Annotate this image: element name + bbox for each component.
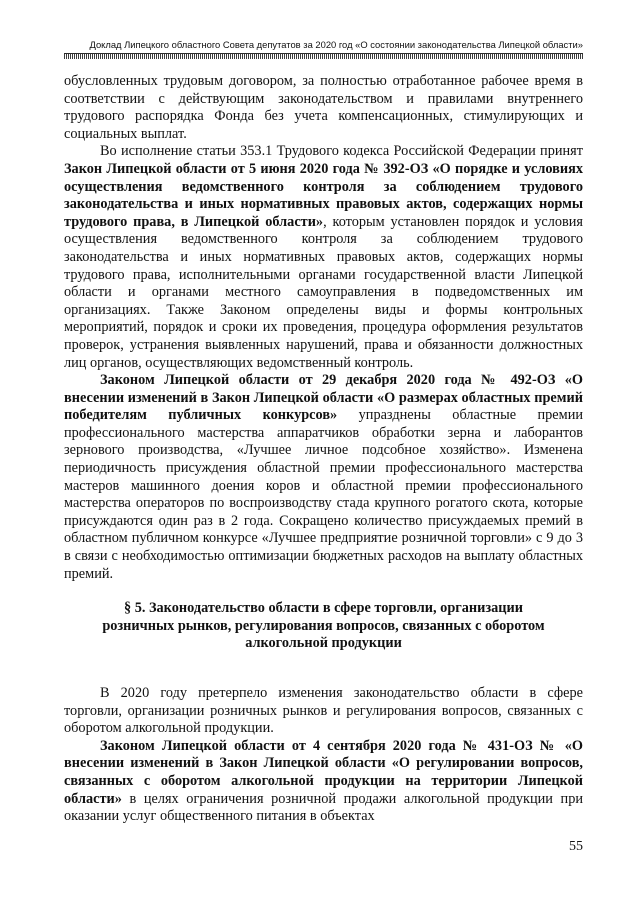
paragraph-law-492 — [64, 372, 583, 583]
paragraph-text: Во исполнение статьи 353.1 Трудового кодекса Российской Федерации принят — [100, 143, 583, 160]
section-heading-line: розничных рынков, регулирования вопросов, связанных с оборотом — [102, 617, 545, 634]
section-heading — [64, 600, 583, 653]
document-body — [64, 73, 583, 826]
law-title-bold: Законом Липецкой области от 29 декабря 2020 года № 492-ОЗ «О внесении изменений в Закон Липецкой области «О размерах областных премий победителям публичных конкурсов» — [64, 372, 583, 424]
header-rule — [64, 53, 583, 59]
paragraph-continuation: обусловленных трудовым договором, за полностью отработанное рабочее время в соответствии с действующим законодательством и правилами внутреннего трудового распорядка Фонда без учета компенсационных, стимулирующих и социальных выплат. — [64, 73, 583, 142]
section-heading-line: § 5. Законодательство области в сфере торговли, организации — [123, 600, 524, 617]
running-header: Доклад Липецкого областного Совета депутатов за 2020 год «О состоянии законодательства Липецкой области» — [89, 39, 583, 50]
page-number: 55 — [569, 839, 583, 854]
paragraph-text: в целях ограничения розничной продажи алкогольной продукции при оказании услуг общественного питания в объектах — [64, 790, 583, 825]
paragraph-text: упразднены областные премии профессионального мастерства аппаратчиков обработки зерна и лаборантов зернового производства, «Лучшее личное подсобное хозяйство». Изменена периодичность присуждения областной премии профессионального мастерства мастеров машинного доения коров и областной премии профессионального мастерства операторов по воспроизводству стада крупного рогатого скота, которые присуждаются один раз в 2 года. Сокращено количество присуждаемых премий в областном публичном конкурсе «Лучшее предприятие розничной торговли» с 9 до 3 в связи с необходимостью оптимизации бюджетных расходов на выплату областных премий. — [64, 407, 584, 582]
paragraph-law-431 — [64, 738, 583, 826]
paragraph-law-392 — [64, 143, 583, 372]
section-heading-line: алкогольной продукции — [245, 635, 402, 652]
law-title-bold: Закон Липецкой области от 5 июня 2020 года № 392-ОЗ «О порядке и условиях осуществления ведомственного контроля за соблюдением трудового законодательства и иных нормативных правовых актов, содержащих нормы трудового права, в Липецкой области» — [64, 160, 583, 230]
law-title-bold: Законом Липецкой области от 4 сентября 2020 года № 431-ОЗ № «О внесении изменений в Закон Липецкой области «О регулировании вопросов, связанных с оборотом алкогольной продукции на территории Липецкой области» — [64, 737, 583, 807]
paragraph-text: , которым установлен порядок и условия осуществления ведомственного контроля за соблюдением трудового законодательства и иных нормативных правовых актов, содержащих нормы трудового права, исполнительными органами государственной власти Липецкой области и органами местного самоуправления в подведомственных им организациях. Также Законом определены виды и формы контрольных мероприятий, порядок и сроки их проведения, процедура оформления результатов проверок, устранения выявленных нарушений, права и обязанности должностных лиц органов, осуществляющих ведомственный контроль. — [64, 213, 583, 371]
paragraph-intro-trade: В 2020 году претерпело изменения законодательство области в сфере торговли, организации розничных рынков и регулирования вопросов, связанных с оборотом алкогольной продукции. — [64, 685, 583, 737]
